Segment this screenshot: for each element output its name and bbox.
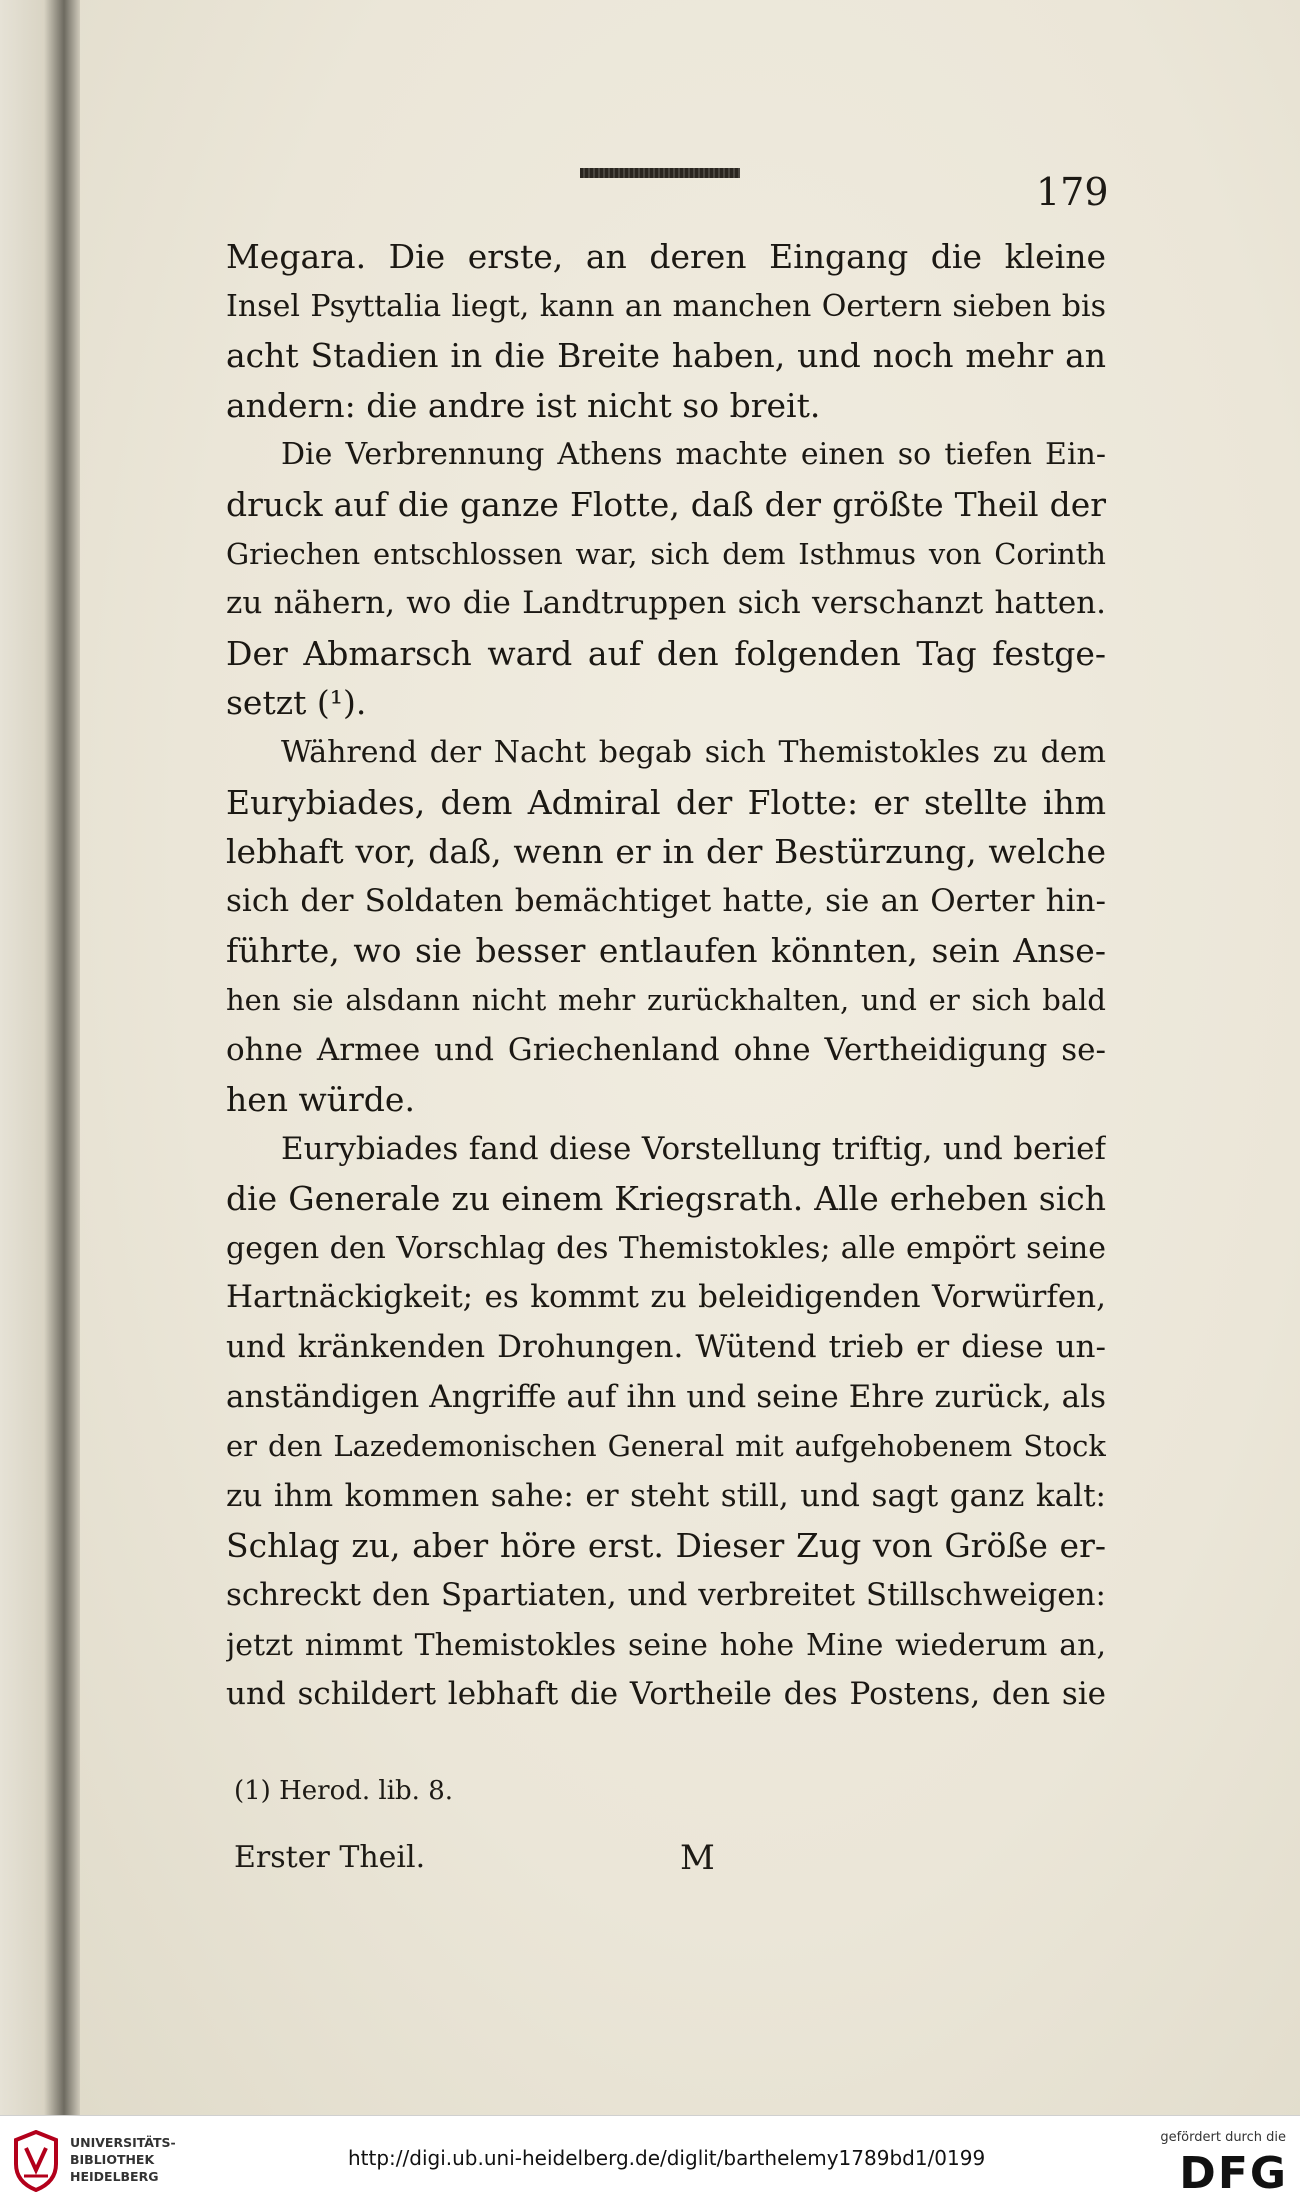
text-line: hen würde. xyxy=(226,1080,415,1120)
text-line: gegen den Vorschlag des Themistokles; alle empört seine xyxy=(226,1230,1106,1266)
text-line: acht Stadien in die Breite haben, und noch mehr an xyxy=(226,336,1106,376)
text-line: zu ihm kommen sahe: er steht still, und sagt ganz kalt: xyxy=(226,1477,1106,1514)
text-line: sich der Soldaten bemächtiget hatte, sie an Oerter hin- xyxy=(226,882,1106,919)
footnote: (1) Herod. lib. 8. xyxy=(234,1776,454,1806)
text-line: Während der Nacht begab sich Themistokles zu dem xyxy=(281,734,1106,770)
text-line: zu nähern, wo die Landtruppen sich verschanzt hatten. xyxy=(226,585,1106,622)
text-line: lebhaft vor, daß, wenn er in der Bestürzung, welche xyxy=(226,832,1106,872)
text-line: anständigen Angriffe auf ihn und seine Ehre zurück, als xyxy=(226,1378,1106,1415)
text-line: und schildert lebhaft die Vortheile des Postens, den sie xyxy=(226,1676,1106,1713)
footer-bar xyxy=(0,2115,1300,2209)
text-line: jetzt nimmt Themistokles seine hohe Mine wiederum an, xyxy=(226,1627,1106,1663)
text-line: die Generale zu einem Kriegsrath. Alle erheben sich xyxy=(226,1179,1106,1219)
text-line: andern: die andre ist nicht so breit. xyxy=(226,385,821,425)
text-line: Megara. Die erste, an deren Eingang die kleine xyxy=(226,237,1106,276)
library-name-line: UNIVERSITÄTS- xyxy=(70,2135,176,2150)
text-line: ohne Armee und Griechenland ohne Vertheidigung se- xyxy=(226,1031,1106,1068)
body-text xyxy=(226,232,1106,1720)
text-line: Griechen entschlossen war, sich dem Isthmus von Corinth xyxy=(226,536,1106,571)
text-line: Hartnäckigkeit; es kommt zu beleidigenden Vorwürfen, xyxy=(226,1279,1106,1316)
text-line: Der Abmarsch ward auf den folgenden Tag festge- xyxy=(226,633,1106,673)
text-line: Eurybiades, dem Admiral der Flotte: er stellte ihm xyxy=(226,782,1106,822)
text-line: Die Verbrennung Athens machte einen so tiefen Ein- xyxy=(281,437,1106,473)
page-number: 179 xyxy=(1036,170,1109,214)
text-line: Eurybiades fand diese Vorstellung triftig, und berief xyxy=(281,1130,1106,1167)
library-name[interactable] xyxy=(70,2134,176,2185)
catchword: M xyxy=(680,1838,715,1878)
library-name-line: BIBLIOTHEK xyxy=(70,2152,155,2167)
text-line: er den Lazedemonischen General mit aufgehobenem Stock xyxy=(226,1429,1106,1464)
header-rule xyxy=(580,168,740,178)
dfg-logo[interactable]: DFG xyxy=(1179,2148,1288,2199)
text-line: führte, wo sie besser entlaufen könnten, sein Anse- xyxy=(226,931,1106,971)
text-line: Schlag zu, aber höre erst. Dieser Zug von Größe er- xyxy=(226,1526,1106,1566)
funder-caption: gefördert durch die xyxy=(1160,2130,1286,2145)
text-line: Insel Psyttalia liegt, kann an manchen Oertern sieben bis xyxy=(226,288,1106,324)
ub-heidelberg-logo-icon[interactable] xyxy=(10,2130,62,2192)
text-line: setzt (¹). xyxy=(226,683,367,723)
text-line: druck auf die ganze Flotte, daß der größte Theil der xyxy=(226,484,1106,524)
signature-mark: Erster Theil. xyxy=(234,1840,426,1875)
permalink-url[interactable]: http://digi.ub.uni-heidelberg.de/diglit/barthelemy1789bd1/0199 xyxy=(348,2146,986,2170)
library-name-line: HEIDELBERG xyxy=(70,2169,159,2184)
book-spine-edge xyxy=(0,0,80,2115)
text-line: hen sie alsdann nicht mehr zurückhalten, und er sich bald xyxy=(226,982,1106,1017)
text-line: und kränkenden Drohungen. Wütend trieb er diese un- xyxy=(226,1329,1106,1366)
text-line: schreckt den Spartiaten, und verbreitet Stillschweigen: xyxy=(226,1577,1106,1614)
